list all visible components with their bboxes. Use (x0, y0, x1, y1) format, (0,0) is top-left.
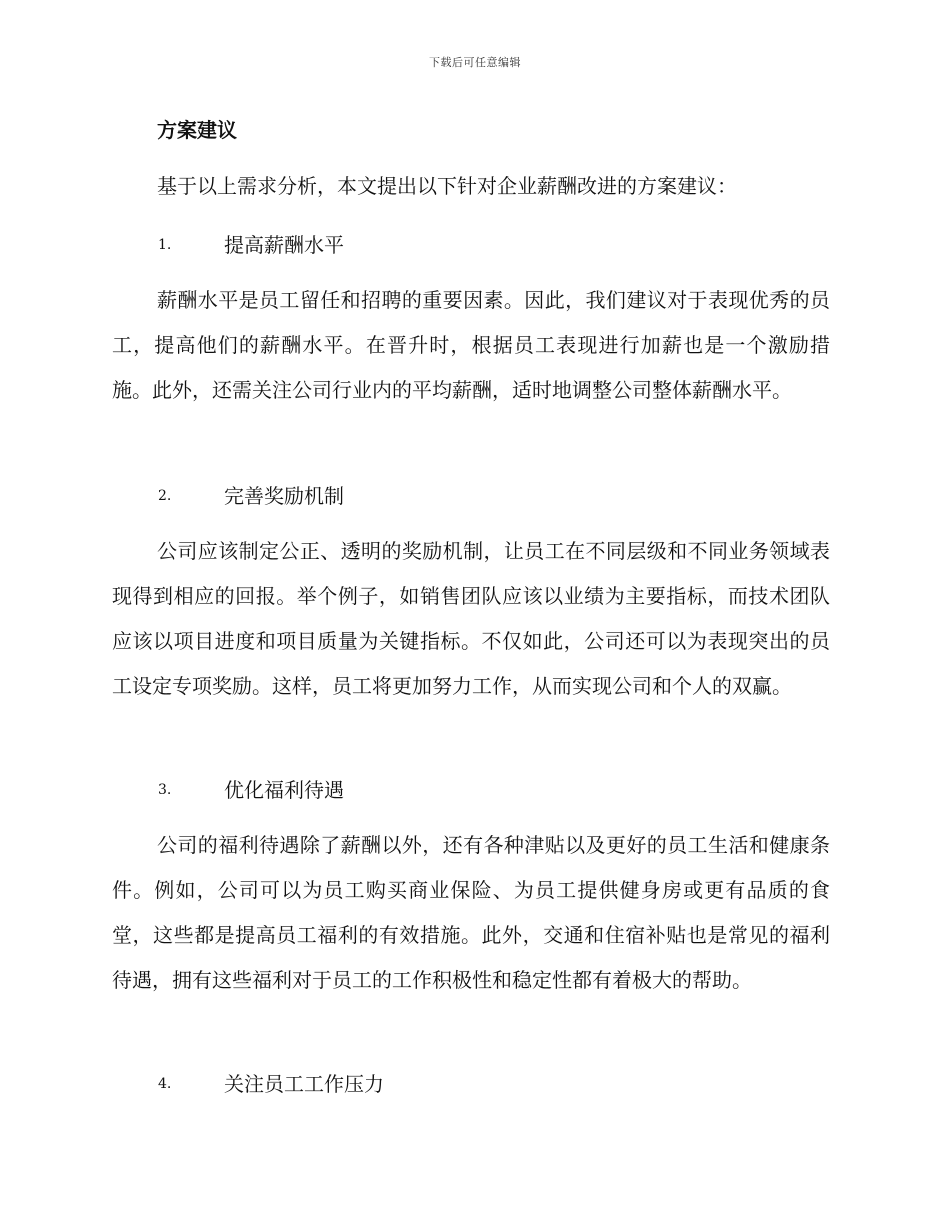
list-item-heading-3 (158, 774, 344, 804)
list-item-body-2: 公司应该制定公正、透明的奖励机制，让员工在不同层级和不同业务领域表现得到相应的回报。举个例子，如销售团队应该以业绩为主要指标，而技术团队应该以项目进度和项目质量为关键指标。不仅如此，公司还可以为表现突出的员工设定专项奖励。这样，员工将更加努力工作，从而实现公司和个人的双赢。 (112, 539, 830, 698)
list-number: 3. (158, 781, 172, 798)
list-item-heading-1 (158, 229, 344, 259)
list-title: 关注员工工作压力 (224, 1071, 384, 1096)
list-number: 2. (158, 487, 172, 504)
list-number: 4. (158, 1075, 172, 1092)
list-item-heading-2 (158, 480, 344, 510)
section-heading: 方案建议 (157, 118, 237, 142)
intro-paragraph: 基于以上需求分析，本文提出以下针对企业薪酬改进的方案建议： (157, 174, 737, 198)
list-title: 提高薪酬水平 (224, 232, 344, 257)
list-item-body-3: 公司的福利待遇除了薪酬以外，还有各种津贴以及更好的员工生活和健康条件。例如，公司可以为员工购买商业保险、为员工提供健身房或更有品质的食堂，这些都是提高员工福利的有效措施。此外，交通和住宿补贴也是常见的福利待遇，拥有这些福利对于员工的工作积极性和稳定性都有着极大的帮助。 (112, 833, 830, 992)
list-number: 1. (158, 236, 172, 253)
list-title: 优化福利待遇 (224, 777, 344, 802)
header-note: 下载后可任意编辑 (429, 56, 521, 69)
list-item-heading-4 (158, 1068, 384, 1098)
list-title: 完善奖励机制 (224, 483, 344, 508)
list-item-body-1: 薪酬水平是员工留任和招聘的重要因素。因此，我们建议对于表现优秀的员工，提高他们的薪酬水平。在晋升时，根据员工表现进行加薪也是一个激励措施。此外，还需关注公司行业内的平均薪酬，适时地调整公司整体薪酬水平。 (112, 288, 830, 402)
